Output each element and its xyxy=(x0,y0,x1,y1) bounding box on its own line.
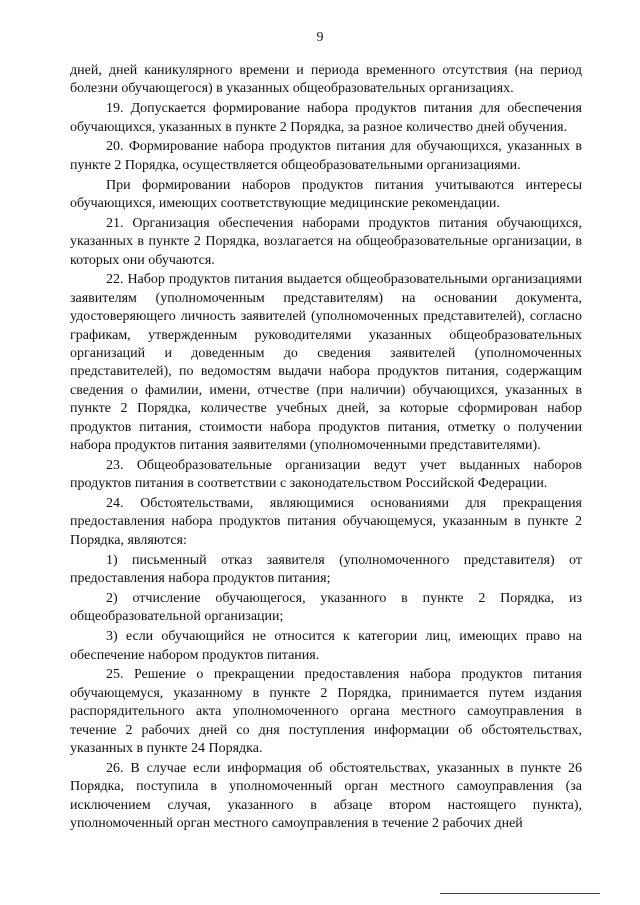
paragraph-24-item-2: 2) отчисление обучающегося, указанного в пункте 2 Порядка, из общеобразовательной организации; xyxy=(70,590,582,625)
paragraph-20: 20. Формирование набора продуктов питания для обучающихся, указанных в пункте 2 Порядка, осуществляется общеобразовательными организациями. xyxy=(70,139,582,173)
page-number: 9 xyxy=(316,30,324,45)
paragraph-22: 22. Набор продуктов питания выдается общеобразовательными организациями заявителям (уполномоченным представителям) на основании документа, удостоверяющего личность заявителей (уполномоченных представителей), согласно графикам, утвержденным руководителями указанных общеобразовательных организаций и доведенным до сведения заявителей (уполномоченных представителей), по ведомостям выдачи набора продуктов питания, содержащим сведения о фамилии, имени, отчестве (при наличии) обучающихся, указанных в пункте 2 Порядка, количестве учебных дней, за которые сформирован набор продуктов питания, стоимости набора продуктов питания, отметку о получении набора продуктов питания заявителями (уполномоченными представителями). xyxy=(70,272,582,454)
paragraph-continuation: дней, дней каникулярного времени и периода временного отсутствия (на период болезни обучающегося) в указанных общеобразовательных организациях. xyxy=(70,63,582,97)
paragraph-23: 23. Общеобразовательные организации ведут учет выданных наборов продуктов питания в соответствии с законодательством Российской Федерации. xyxy=(70,457,582,492)
paragraph-24: 24. Обстоятельствами, являющимися основаниями для прекращения предоставления набора продуктов питания обучающемуся, указанным в пункте 2 Порядка, являются: xyxy=(70,496,582,548)
document-body xyxy=(70,62,582,835)
paragraph-24-item-3: 3) если обучающийся не относится к категории лиц, имеющих право на обеспечение набором продуктов питания. xyxy=(70,629,582,663)
paragraph-20-note: При формировании наборов продуктов питания учитываются интересы обучающихся, имеющих соответствующие медицинские рекомендации. xyxy=(70,177,582,212)
paragraph-25: 25. Решение о прекращении предоставления набора продуктов питания обучающемуся, указанному в пункте 2 Порядка, принимается путем издания распорядительного акта уполномоченного органа местного самоуправления в течение 2 рабочих дней со дня поступления информации об обстоятельствах, указанных в пункте 24 Порядка. xyxy=(70,667,582,756)
paragraph-19: 19. Допускается формирование набора продуктов питания для обеспечения обучающихся, указанных в пункте 2 Порядка, за разное количество дней обучения. xyxy=(70,101,582,135)
paragraph-26: 26. В случае если информация об обстоятельствах, указанных в пункте 26 Порядка, поступила в уполномоченный орган местного самоуправления (за исключением случая, указанного в абзаце втором настоящего пункта), уполномоченный орган местного самоуправления в течение 2 рабочих дней xyxy=(70,760,582,831)
footer-divider xyxy=(440,893,600,894)
paragraph-21: 21. Организация обеспечения наборами продуктов питания обучающихся, указанных в пункте 2 Порядка, возлагается на общеобразовательные организации, в которых они обучаются. xyxy=(70,215,582,268)
paragraph-24-item-1: 1) письменный отказ заявителя (уполномоченного представителя) от предоставления набора продуктов питания; xyxy=(70,552,582,587)
